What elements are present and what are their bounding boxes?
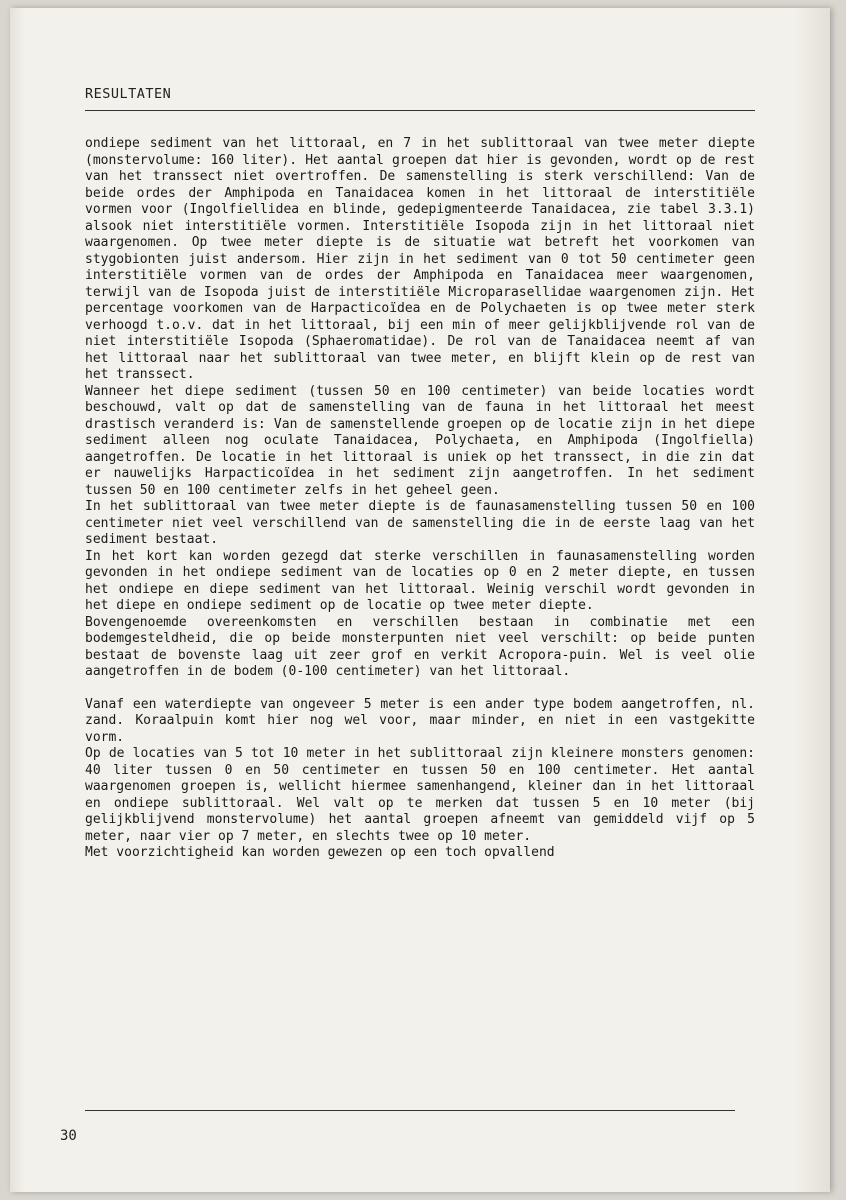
footer-rule [85, 1110, 735, 1111]
paragraph-7: Op de locaties van 5 tot 10 meter in het sublittoraal zijn kleinere monsters genomen: 40 liter tussen 0 en 50 centimeter en tussen 50 en 100 centimeter. Het aantal waargenomen groepen is, wellicht hiermee samenhangend, kleiner dan in het littoraal en ondiepe sublittoraal. Wel valt op te merken dat tussen 5 en 10 meter (bij gelijkblijvend monstervolume) het aantal groepen afneemt van gemiddeld vijf op 5 meter, naar vier op 7 meter, en slechts twee op 10 meter. [85, 746, 755, 844]
section-header: RESULTATEN [85, 86, 172, 102]
paragraph-4: In het kort kan worden gezegd dat sterke verschillen in faunasamenstelling worden gevonden in het ondiepe sediment van de locaties op 0 en 2 meter diepte, en tussen het ondiepe en diepe sediment van het littoraal. Weinig verschil wordt gevonden in het diepe en ondiepe sediment op de locatie op twee meter diepte. [85, 548, 755, 613]
body-text [85, 136, 755, 862]
header-rule [85, 110, 755, 111]
paragraph-3: In het sublittoraal van twee meter diepte is de faunasamenstelling tussen 50 en 100 centimeter niet veel verschillend van de samenstelling die in de eerste laag van het sediment bestaat. [85, 499, 755, 547]
paragraph-8: Met voorzichtigheid kan worden gewezen op een toch opvallend [85, 845, 555, 860]
page-fold-shadow [794, 8, 830, 1192]
page-number: 30 [60, 1128, 77, 1144]
paragraph-1: ondiepe sediment van het littoraal, en 7 in het sublittoraal van twee meter diepte (monstervolume: 160 liter). Het aantal groepen dat hier is gevonden, wordt op de rest van het transsect niet overtroffen. De samenstelling is sterk verschillend: Van de beide ordes der Amphipoda en Tanaidacea komen in het littoraal de interstitiële vormen voor (Ingolfiellidea en blinde, gedepigmenteerde Tanaidacea, zie tabel 3.3.1) alsook niet interstitiële vormen. Interstitiële Isopoda zijn in het littoraal niet waargenomen. Op twee meter diepte is de situatie wat betreft het voorkomen van stygobionten juist andersom. Hier zijn in het sediment van 0 tot 50 centimeter geen interstitiële vormen van de ordes der Amphipoda en Tanaidacea meer waargenomen, terwijl van de Isopoda juist de interstitiële Microparasellidae waargenomen zijn. Het percentage voorkomen van de Harpacticoïdea en de Polychaeten is op twee meter sterk verhoogd t.o.v. dat in het littoraal, bij een min of meer gelijkblijvende rol van de niet interstitiële Isopoda (Sphaeromatidae). De rol van de Tanaidacea neemt af van het littoraal naar het sublittoraal van twee meter, en blijft klein op de rest van het transsect. [85, 136, 755, 382]
document-page [10, 8, 830, 1192]
paragraph-2: Wanneer het diepe sediment (tussen 50 en 100 centimeter) van beide locaties wordt beschouwd, valt op dat de samenstelling van de fauna in het littoraal het meest drastisch veranderd is: Van de samenstellende groepen op de locatie zijn in het diepe sediment alleen nog oculate Tanaidacea, Polychaeta, en Amphipoda (Ingolfiella) aangetroffen. De locatie in het littoraal is uniek op het transsect, in die zin dat er nauwelijks Harpacticoïdea in het sediment zijn aangetroffen. In het sediment tussen 50 en 100 centimeter zelfs in het geheel geen. [85, 383, 755, 498]
paragraph-5: Bovengenoemde overeenkomsten en verschillen bestaan in combinatie met een bodemgesteldheid, die op beide monsterpunten niet veel verschilt: op beide punten bestaat de bovenste laag uit zeer grof en verkit Acropora-puin. Wel is veel olie aangetroffen in de bodem (0-100 centimeter) van het littoraal. [85, 614, 755, 679]
paragraph-6: Vanaf een waterdiepte van ongeveer 5 meter is een ander type bodem aangetroffen, nl. zand. Koraalpuin komt hier nog wel voor, maar minder, en niet in een vastgekitte vorm. [85, 696, 755, 745]
binding-edge [10, 8, 24, 1192]
